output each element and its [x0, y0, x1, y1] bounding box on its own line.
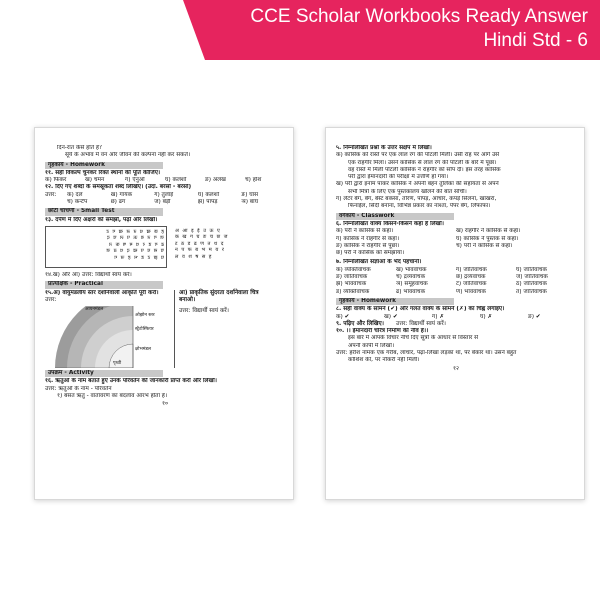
answer-line: सभी मित्रों के लिए एक पुस्तकालय खोलने की बात सोची।: [348, 188, 467, 195]
mirror-row: घ झ ट ड भ ह ञ ग: [113, 254, 164, 261]
intro-line: सूर्य के अभाव में वन और जीवन की कल्पना नहीं कर सकते।: [65, 152, 191, 159]
intro-line: दिन-रात कैसे होते है?: [57, 145, 103, 151]
atmosphere-diagram: [45, 306, 167, 368]
title-banner: [205, 0, 600, 60]
answer-line: ख) परी द्वारा इनाम पाकर कासिक ने अपनी बहन तुलिका की सहायता से अपने: [336, 181, 499, 188]
banner-subtitle: Hindi Std - 6: [483, 30, 588, 51]
q16-line: १) बसंत ऋतु - वातावरण का बदलाव आरंभ होता है।: [57, 393, 168, 400]
noun-type: घ) जातिवाचक: [516, 266, 547, 273]
letter-row: अ आ इ ई उ ऊ ए: [175, 227, 221, 234]
letters-answer: [173, 226, 263, 270]
option: च) होश: [245, 177, 262, 184]
answer: झ) पापड़: [197, 199, 218, 206]
answer-line: वह रास्ते में मिली पोटली कासिक ने राहगीर को सौंप दी। इस तरह कासिक: [348, 166, 501, 173]
mirror-row: ज ग त ब ऊ प ल च द: [106, 235, 164, 242]
q10-answer-line: कोशिश की, पर नौकरी नहीं मिली।: [348, 357, 420, 364]
letter-row: क ख ग घ ङ च छ ज: [175, 234, 229, 241]
answer: ञ) बाघ: [241, 199, 259, 206]
question-16: १६. ऋतुओं के नाम बताते हुए उनके परिवर्तन की जानकारी प्राप्त करो और लिखो।: [45, 378, 217, 385]
q10-line: इस बारे में आपके विचार नीचे दिए सूत्रों के आधार से विस्तार से: [348, 335, 479, 342]
letter-row: न प फ ब भ म य र: [175, 247, 225, 254]
mirror-row: च स य प ख द थ ठ ज: [105, 248, 164, 255]
activity-heading: उपक्रम - Activity: [45, 370, 163, 377]
workbook-page-left: [34, 127, 294, 500]
practical-heading: प्रात्यक्षिक - Practical: [45, 281, 163, 288]
q8-answers: [336, 314, 576, 321]
noun-type: ट) जातिवाचक: [456, 281, 487, 288]
option: घ) कलशों: [165, 177, 187, 184]
answer-label: उत्तर:: [45, 191, 57, 198]
question-7: ७. निम्नलिखित संज्ञाओं के भेद पहचानो।: [336, 259, 422, 266]
page-number: १२: [452, 365, 460, 372]
classwork-heading: वर्गकार्य - Classwork: [336, 213, 454, 220]
option: ग) ऐनुँओ: [125, 177, 145, 184]
diagram-label: ओझोन स्तर: [135, 313, 155, 319]
answer: घ) कासिक ने पुस्तक से कहा।: [456, 235, 519, 242]
answer: ङ) कासिक ने राहगीर से पूछा।: [336, 242, 400, 249]
question-10: १०. ।। ईमानदारी चरित्र निर्माण की नींव है।।: [336, 328, 429, 335]
noun-type: ण) भाववाचक: [456, 288, 486, 295]
question-11: ११. सही विकल्प चुनकर रिक्त स्थानों की पूर्ति कीजिए।: [45, 169, 161, 176]
mirror-letters-box: [45, 226, 167, 268]
answer-line: फिनाईल, सिंदी बनाना, विभिन्न प्रकार का नाश्ता, पेपर बैग, लिफाफा।: [348, 203, 491, 210]
question-15b: आ) प्राकृतिक सुंदरता दर्शानेवाला चित्र बनाओ।: [179, 289, 259, 303]
noun-type: ञ) समूहवाचक: [396, 281, 428, 288]
q10-answer-line: उत्तर: हरीश नामक एक गरीब, लाचार, पढ़ा-लिखा लड़का था, पर बेकार था। उसने बहुत: [336, 350, 517, 357]
small-test-heading: छोटी चाचणी - Small Test: [45, 208, 163, 215]
question-14: १४.ख) और आ) उत्तर: विद्यार्थी स्वयं करें।: [45, 271, 132, 278]
question-9: ९. पढ़िए और लिखिए।: [336, 320, 384, 327]
tick-answer: क) ✔: [336, 313, 350, 320]
answer: ज) बड़ी: [154, 199, 171, 206]
noun-type: च) द्रव्यवाचक: [396, 274, 426, 281]
diagram-label: पृथ्वी: [113, 361, 122, 367]
q7-grid: [336, 267, 576, 296]
diagram-label: आयनमंडल: [85, 307, 104, 313]
homework-heading: गृहकार्य - Homework: [45, 162, 163, 169]
practical-section: [45, 290, 285, 369]
q6-answers: [336, 228, 576, 257]
question-13: १३. दर्पण में दिए अक्षरों को समझो, पढ़ो और लिखो।: [45, 216, 158, 223]
banner-title: CCE Scholar Workbooks Ready Answer: [250, 6, 588, 27]
question-6: ६. निम्नलिखित वाक्य किसने-किसने कहा है लिखो।: [336, 220, 444, 227]
noun-type: ङ) जातिवाचक: [336, 274, 368, 281]
option: ख) चमन: [85, 177, 105, 184]
option: ङ) अलख: [205, 177, 226, 184]
noun-type: झ) भाववाचक: [336, 281, 367, 288]
tick-answer: ख) ✔: [384, 313, 398, 320]
answer: ख) राहगीर ने कासिक से कहा।: [456, 228, 521, 235]
question-12: १२. दिए गए शब्दों के समस्रूकता शब्द लिखिए। (उदा. बरसों - बरसों): [45, 184, 192, 191]
answer: घ) कलशों: [197, 191, 220, 198]
q12-answers: [45, 192, 285, 207]
mirror-row: ढ ग ड र थ म ष क त: [108, 241, 164, 248]
answer: ग) तुलाई: [154, 191, 174, 198]
mirror-letters-exercise: [45, 226, 285, 270]
answer: क) दल: [67, 191, 83, 198]
q10-line: अपनी कापी में लिखो।: [348, 342, 395, 349]
noun-type: त) जातिवाचक: [516, 288, 547, 295]
workbook-page-right: [325, 127, 585, 500]
noun-type: क) व्यक्तिवाचक: [336, 266, 371, 273]
answer: छ) परी ने कासिक को समझाया।: [336, 250, 405, 257]
noun-type: ख) भाववाचक: [396, 266, 427, 273]
mirror-row: ह छ ख ध त ल ख ग ट: [105, 228, 164, 235]
q11-options: [45, 177, 285, 184]
question-15a: १५.अ) वायुमंडलीय स्तर दर्शानेवाली आकृति पूरी करो।: [45, 289, 159, 296]
answer-line: एक राहगीर मिला। उसने कासिक से लाल रंग की पोटली के बारे में पूछा।: [348, 159, 497, 166]
noun-type: ढ) भाववाचक: [396, 288, 426, 295]
tick-answer: ङ) ✔: [528, 313, 541, 320]
answer: च) परी ने कासिक से कहा।: [456, 242, 513, 249]
answer-line: ग) लेटर बैग, बैग, बेस्ट बकसा, तोरण, पापड़, आचार, कपड़े सिलना, खाखरा,: [336, 196, 497, 203]
noun-type: ज) जातिवाचक: [516, 274, 548, 281]
noun-type: ठ) जातिवाचक: [516, 281, 547, 288]
q9-answer: उत्तर: विद्यार्थी स्वयं करें।: [395, 320, 446, 327]
answer: ख) गायक: [110, 191, 133, 198]
letter-row: ल व श ष स ह: [175, 253, 213, 260]
tick-answer: ग) ✗: [432, 313, 445, 320]
noun-type: ड) व्यक्तिवाचक: [336, 288, 370, 295]
tick-answer: घ) ✗: [480, 313, 493, 320]
answer: क) परी ने कासिक से कहा।: [336, 228, 394, 235]
q16-answer: उत्तर: ऋतुओं के नाम - परिवर्तन: [45, 385, 112, 392]
letter-row: ट ठ ड ढ ण त थ द: [175, 240, 225, 247]
answer-line: परी द्वारा ईमानदारी की परीक्षा में उत्तीर्ण हो गया।: [348, 174, 449, 181]
page-number: १०: [161, 401, 169, 408]
answer: छ) ढंग: [110, 199, 126, 206]
answer: ङ) घास: [241, 191, 259, 198]
question-8: ८. सही वाक्य के सामने (✔) और गलत वाक्य के सामने (✗) का चिह्न लगाइए।: [336, 306, 505, 313]
noun-type: ग) जातिवाचक: [456, 266, 487, 273]
noun-type: छ) द्रव्यवाचक: [456, 274, 486, 281]
diagram-label: क्षोभमंडल: [135, 347, 152, 353]
q15b-answer: उत्तर: विद्यार्थी स्वयं करें।: [179, 308, 229, 315]
answer-label: उत्तर:: [45, 296, 57, 303]
answer: च) कन्टैप: [67, 199, 88, 206]
answer: ग) कासिक ने राहगीर से कहा।: [336, 235, 400, 242]
question-9-row: [336, 321, 576, 328]
option: क) फिकर: [45, 177, 67, 184]
answer-line: क) कासिक को रास्ते पर एक लाल रंग की पोटली मिली। उसी राह पर आगे उसे: [336, 152, 500, 159]
question-5: ५. निम्नलिखित प्रश्नों के उत्तर संक्षेप में लिखो।: [336, 145, 432, 151]
diagram-label: स्ट्रैटोस्फियर: [135, 327, 154, 333]
homework-heading: गृहकार्य - Homework: [336, 298, 454, 305]
